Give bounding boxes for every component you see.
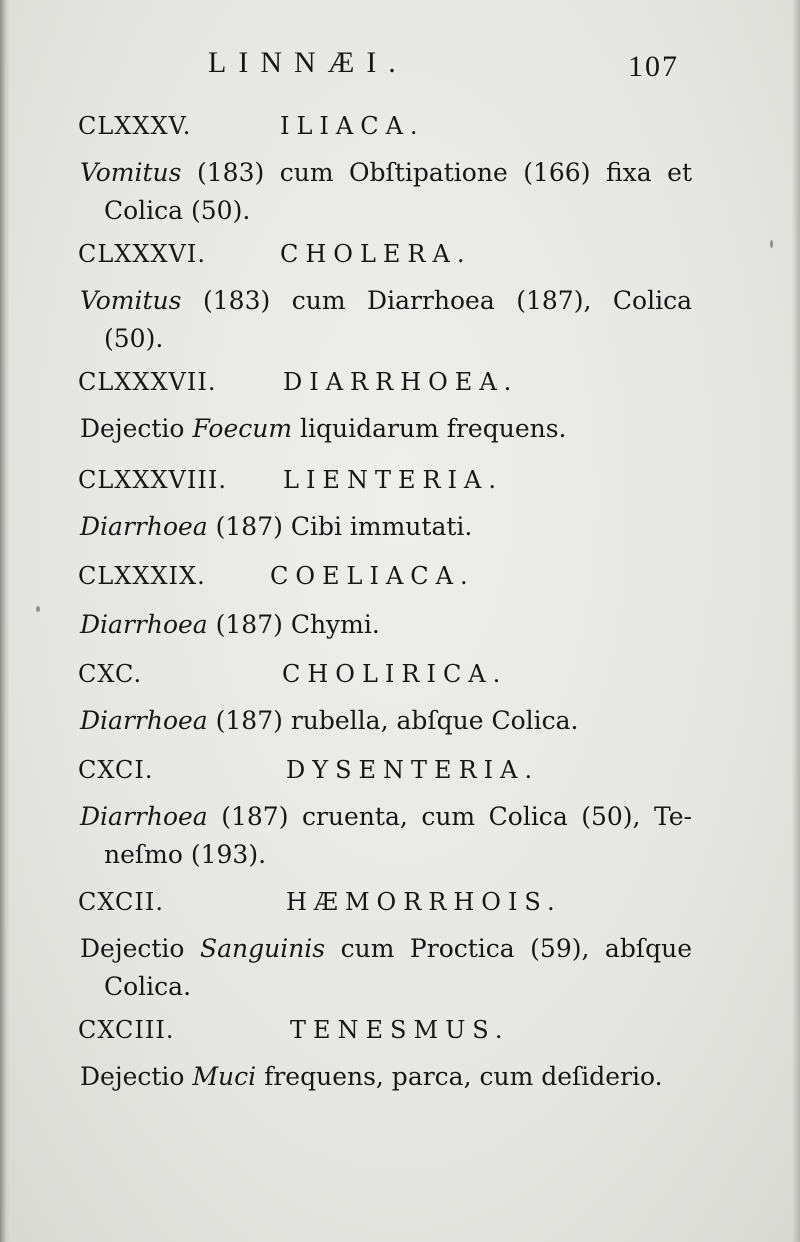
italic-term: Vomitus	[80, 158, 182, 187]
italic-term: Vomitus	[80, 286, 182, 315]
definition-line	[80, 282, 692, 320]
entry-number: CLXXXVI.	[78, 240, 206, 268]
definition-continuation: neſmo (193).	[104, 840, 267, 869]
definition-continuation: Colica (50).	[104, 196, 251, 225]
entry-disease-name: COELIACA.	[270, 562, 475, 590]
page-right-edge-shadow	[792, 0, 800, 1242]
entry-definition	[80, 798, 692, 874]
italic-term: Diarrhoea	[80, 706, 208, 735]
entry-number: CXCIII.	[78, 1016, 175, 1044]
definition-line	[80, 606, 692, 644]
definition-line	[80, 798, 692, 836]
entry-disease-name: LIENTERIA.	[283, 466, 503, 494]
entry-definition	[80, 410, 692, 448]
definition-continuation: Colica.	[104, 972, 192, 1001]
definition-text: (183) cum Obſtipatione (166) fixa et	[181, 158, 692, 187]
entry-disease-name: ILIACA.	[280, 112, 425, 140]
definition-line	[80, 930, 692, 968]
definition-text: (187) Chymi.	[207, 610, 380, 639]
definition-text: (187) Cibi immutati.	[207, 512, 473, 541]
definition-line	[80, 702, 692, 740]
definition-text: (187) cruenta, cum Colica (50), Te-	[207, 802, 692, 831]
page-left-edge-shadow	[0, 0, 10, 1242]
definition-text: frequens, parca, cum deſiderio.	[256, 1062, 663, 1091]
entry-heading	[78, 240, 698, 268]
entry-heading	[78, 1016, 698, 1044]
entry-definition	[80, 282, 692, 358]
definition-text: cum Proctica (59), abſque	[325, 934, 692, 963]
entry-number: CXCI.	[78, 756, 154, 784]
entry-heading	[78, 660, 698, 688]
definition-line	[80, 1058, 692, 1096]
ink-speck	[770, 240, 773, 248]
entry-definition	[80, 508, 692, 546]
entry-heading	[78, 756, 698, 784]
italic-term: Diarrhoea	[80, 512, 208, 541]
entry-definition	[80, 606, 692, 644]
entry-definition	[80, 154, 692, 230]
definition-line	[80, 154, 692, 192]
entry-number: CLXXXIX.	[78, 562, 206, 590]
italic-term: Diarrhoea	[80, 610, 208, 639]
entry-heading	[78, 888, 698, 916]
entry-definition	[80, 702, 692, 740]
definition-text: Dejectio	[80, 414, 193, 443]
italic-term: Muci	[192, 1062, 257, 1091]
entry-heading	[78, 368, 698, 396]
entry-disease-name: DYSENTERIA.	[286, 756, 540, 784]
ink-speck	[36, 606, 40, 612]
entry-disease-name: DIARRHOEA.	[283, 368, 519, 396]
entry-disease-name: CHOLIRICA.	[282, 660, 508, 688]
running-head: LINNÆI.	[208, 46, 408, 79]
italic-term: Foecum	[192, 414, 293, 443]
page-number: 107	[628, 50, 679, 83]
entry-heading	[78, 112, 698, 140]
definition-text: liquidarum frequens.	[292, 414, 567, 443]
italic-term: Sanguinis	[199, 934, 326, 963]
entry-disease-name: HÆMORRHOIS.	[286, 888, 562, 916]
entry-number: CLXXXVIII.	[78, 466, 227, 494]
definition-continuation: (50).	[104, 324, 164, 353]
definition-text: (187) rubella, abſque Colica.	[207, 706, 579, 735]
definition-text: Dejectio	[80, 1062, 193, 1091]
definition-text: Dejectio	[80, 934, 200, 963]
entry-number: CLXXXVII.	[78, 368, 217, 396]
entry-number: CXC.	[78, 660, 143, 688]
definition-line	[80, 508, 692, 546]
entry-number: CLXXXV.	[78, 112, 192, 140]
entry-disease-name: TENESMUS.	[290, 1016, 510, 1044]
entry-heading	[78, 466, 698, 494]
entry-number: CXCII.	[78, 888, 164, 916]
definition-line	[80, 410, 692, 448]
definition-text: (183) cum Diarrhoea (187), Colica	[181, 286, 692, 315]
entry-definition	[80, 1058, 692, 1096]
entry-definition	[80, 930, 692, 1006]
italic-term: Diarrhoea	[80, 802, 208, 831]
entry-disease-name: CHOLERA.	[280, 240, 472, 268]
entry-heading	[78, 562, 698, 590]
